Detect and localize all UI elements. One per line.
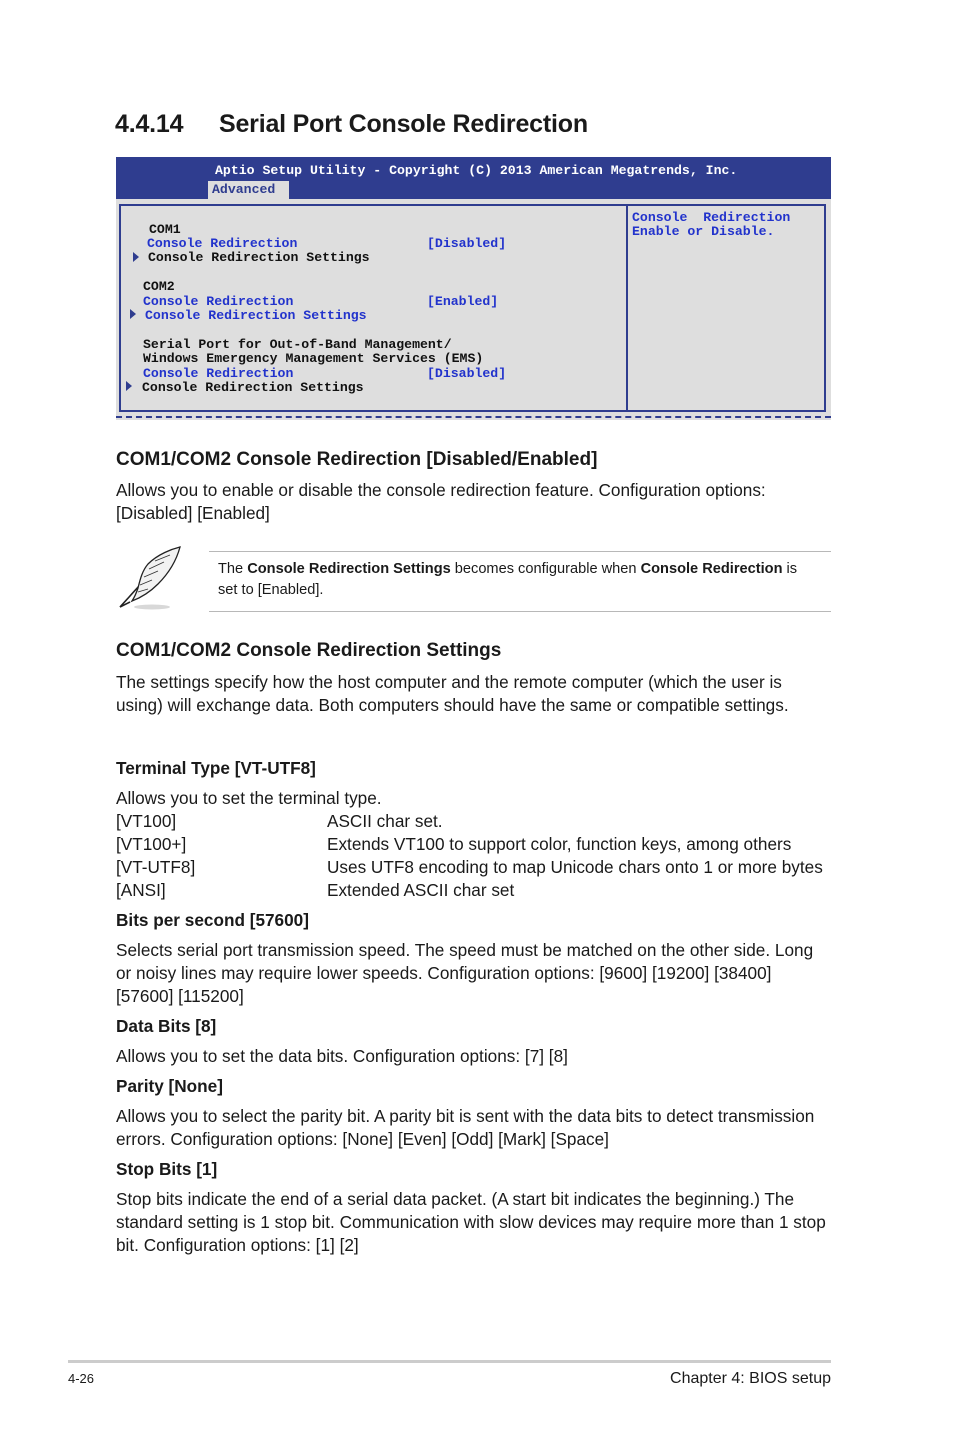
ems-heading-line1: Serial Port for Out-of-Band Management/: [143, 337, 452, 352]
note-text-part: The: [218, 561, 248, 577]
bios-bottom-dashed-line: [116, 416, 831, 418]
com1-console-redirection[interactable]: Console Redirection: [147, 236, 298, 251]
stop-bits-line2: standard setting is 1 stop bit. Communication with slow devices may require more than 1 stop: [116, 1212, 826, 1232]
stop-bits-heading: Stop Bits [1]: [116, 1159, 218, 1179]
com1-console-redirection-value[interactable]: [Disabled]: [427, 236, 507, 251]
section-title: [115, 110, 588, 139]
note-text-part: becomes configurable when: [450, 561, 641, 577]
note-text: [218, 559, 828, 601]
terminal-option-desc: Uses UTF8 encoding to map Unicode chars onto 1 or more bytes: [327, 857, 823, 877]
bios-help-divider: [626, 204, 628, 412]
bios-screenshot: [116, 157, 831, 420]
stop-bits-description: [116, 1188, 836, 1257]
chapter-label: Chapter 4: BIOS setup: [670, 1370, 831, 1387]
terminal-option-key: [VT100+]: [116, 834, 187, 854]
bits-per-second-description: [116, 939, 836, 1008]
bps-line3: [57600] [115200]: [116, 986, 244, 1006]
note-line2: set to [Enabled].: [218, 582, 324, 598]
note-text-part: is: [782, 561, 798, 577]
tab-advanced-label: Advanced: [212, 182, 276, 197]
terminal-type-heading: Terminal Type [VT-UTF8]: [116, 758, 316, 778]
terminal-option-row: [116, 810, 443, 833]
ems-console-redirection[interactable]: Console Redirection: [143, 366, 294, 381]
terminal-option-key: [VT100]: [116, 811, 177, 831]
terminal-type-intro: Allows you to set the terminal type.: [116, 788, 382, 808]
com2-console-redirection-settings[interactable]: Console Redirection Settings: [145, 308, 367, 323]
settings-heading: COM1/COM2 Console Redirection Settings: [116, 640, 502, 661]
note-bottom-rule: [209, 611, 831, 612]
terminal-option-key: [VT-UTF8]: [116, 857, 196, 877]
data-bits-description: Allows you to set the data bits. Configuration options: [7] [8]: [116, 1046, 568, 1066]
bps-line2: or noisy lines may require lower speeds. Configuration options: [9600] [19200] [38400]: [116, 963, 772, 983]
redirection-description: [116, 479, 836, 525]
settings-description: [116, 671, 836, 717]
help-text-line2: Enable or Disable.: [632, 224, 775, 239]
settings-line2: using) will exchange data. Both computers should have the same or compatible settings.: [116, 695, 789, 715]
com2-console-redirection[interactable]: Console Redirection: [143, 294, 294, 309]
parity-line2: errors. Configuration options: [None] [Even] [Odd] [Mark] [Space]: [116, 1129, 609, 1149]
stop-bits-line3: bit. Configuration options: [1] [2]: [116, 1235, 359, 1255]
terminal-option-row: [116, 856, 823, 879]
com1-label: COM1: [149, 222, 181, 237]
ems-console-redirection-value[interactable]: [Disabled]: [427, 366, 507, 381]
terminal-option-desc: ASCII char set.: [327, 811, 443, 831]
note-feather-icon: [114, 544, 186, 612]
com1-console-redirection-settings[interactable]: Console Redirection Settings: [148, 250, 370, 265]
bits-per-second-heading: Bits per second [57600]: [116, 910, 309, 930]
parity-line1: Allows you to select the parity bit. A parity bit is sent with the data bits to detect transmission: [116, 1106, 815, 1126]
bps-line1: Selects serial port transmission speed. The speed must be matched on the other side. Long: [116, 940, 814, 960]
terminal-option-row: [116, 833, 791, 856]
note-line1: [218, 559, 828, 580]
submenu-arrow-icon: [130, 309, 136, 319]
stop-bits-line1: Stop bits indicate the end of a serial data packet. (A start bit indicates the beginning.) The: [116, 1189, 795, 1209]
data-bits-heading: Data Bits [8]: [116, 1016, 217, 1036]
settings-line1: The settings specify how the host computer and the remote computer (which the user is: [116, 672, 782, 692]
redirection-line2: [Disabled] [Enabled]: [116, 503, 270, 523]
parity-heading: Parity [None]: [116, 1076, 223, 1096]
ems-heading-line2: Windows Emergency Management Services (EMS): [143, 351, 484, 366]
tab-advanced[interactable]: [208, 181, 289, 199]
section-heading: Serial Port Console Redirection: [219, 110, 588, 138]
terminal-option-desc: Extends VT100 to support color, function keys, among others: [327, 834, 792, 854]
submenu-arrow-icon: [126, 381, 132, 391]
note-bold-redirection: Console Redirection: [640, 561, 783, 577]
bios-header-text: Aptio Setup Utility - Copyright (C) 2013 American Megatrends, Inc.: [215, 163, 738, 178]
com2-label: COM2: [143, 279, 175, 294]
note-top-rule: [209, 551, 831, 552]
footer-rule: [68, 1360, 831, 1363]
note-bold-settings: Console Redirection Settings: [247, 561, 451, 577]
submenu-arrow-icon: [133, 252, 139, 262]
page-number: 4-26: [68, 1371, 95, 1386]
terminal-option-desc: Extended ASCII char set: [327, 880, 515, 900]
parity-description: [116, 1105, 836, 1151]
redirection-heading: COM1/COM2 Console Redirection [Disabled/Enabled]: [116, 449, 598, 470]
com2-console-redirection-value[interactable]: [Enabled]: [427, 294, 499, 309]
terminal-option-key: [ANSI]: [116, 880, 166, 900]
ems-console-redirection-settings[interactable]: Console Redirection Settings: [142, 380, 364, 395]
help-text-line1: Console Redirection: [632, 210, 791, 225]
terminal-option-row: [116, 879, 514, 902]
bios-header: [116, 157, 831, 199]
redirection-line1: Allows you to enable or disable the console redirection feature. Configuration options:: [116, 480, 766, 500]
section-number: 4.4.14: [115, 110, 184, 138]
